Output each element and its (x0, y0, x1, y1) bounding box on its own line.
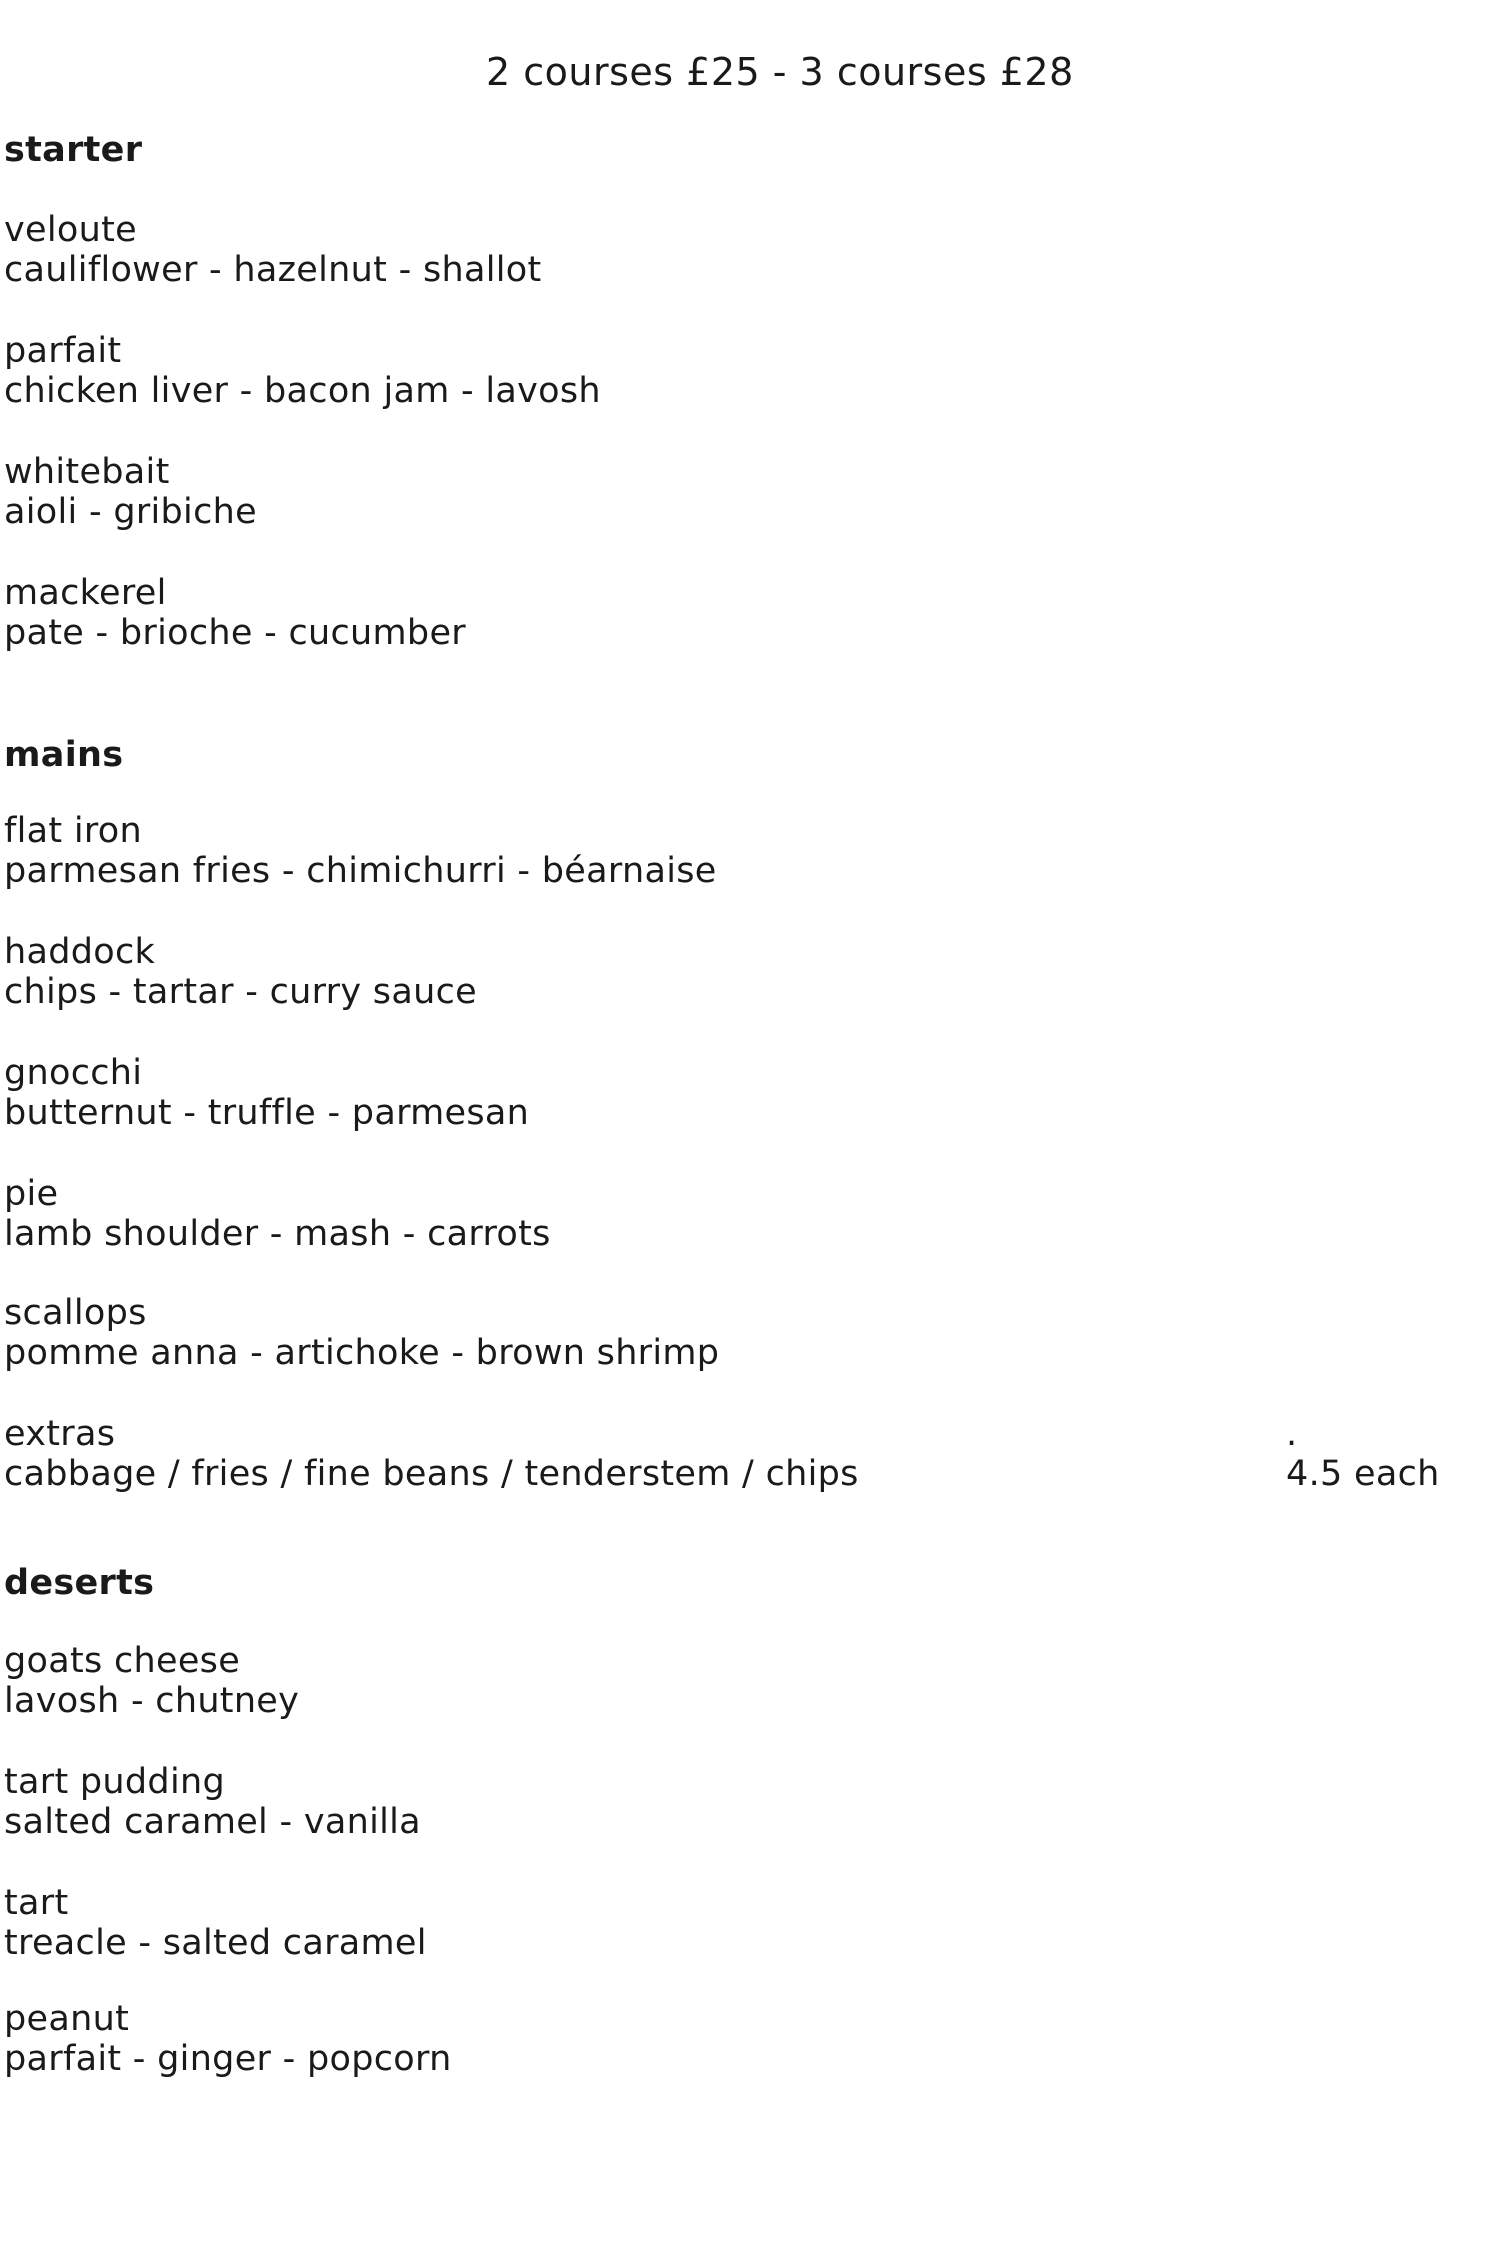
dish-name: pie (4, 1174, 59, 1214)
dish-name: tart pudding (4, 1762, 225, 1802)
menu-item-goats-cheese (4, 1641, 299, 1721)
dish-description: cabbage / fries / fine beans / tenderstem / chips (4, 1454, 859, 1494)
menu-item-peanut (4, 1999, 452, 2079)
menu-item-flat-iron (4, 811, 717, 891)
dish-description: lamb shoulder - mash - carrots (4, 1214, 551, 1254)
menu-item-tart-pudding (4, 1762, 421, 1842)
dish-description: salted caramel - vanilla (4, 1802, 421, 1842)
dish-description: aioli - gribiche (4, 492, 257, 532)
extras-price-dot: . (1286, 1414, 1298, 1454)
dish-name: goats cheese (4, 1641, 241, 1681)
menu-item-scallops (4, 1293, 719, 1373)
menu-item-pie (4, 1174, 551, 1254)
menu-item-parfait (4, 331, 601, 411)
dish-name: mackerel (4, 573, 167, 613)
dish-description: chicken liver - bacon jam - lavosh (4, 371, 601, 411)
dish-name: parfait (4, 331, 122, 371)
menu-item-mackerel (4, 573, 466, 653)
section-title-mains: mains (4, 735, 124, 775)
dish-description: chips - tartar - curry sauce (4, 972, 477, 1012)
pricing-header: 2 courses £25 - 3 courses £28 (486, 50, 1074, 94)
menu-item-extras (4, 1414, 859, 1494)
dish-name: gnocchi (4, 1053, 143, 1093)
section-title-starter: starter (4, 130, 143, 170)
dish-name: haddock (4, 932, 156, 972)
dish-description: pate - brioche - cucumber (4, 613, 466, 653)
menu-item-haddock (4, 932, 477, 1012)
dish-description: butternut - truffle - parmesan (4, 1093, 530, 1133)
dish-description: cauliflower - hazelnut - shallot (4, 250, 542, 290)
dish-name: extras (4, 1414, 116, 1454)
dish-name: veloute (4, 210, 137, 250)
dish-name: peanut (4, 1999, 130, 2039)
menu-item-whitebait (4, 452, 257, 532)
extras-price-value: 4.5 each (1286, 1454, 1440, 1494)
dish-description: treacle - salted caramel (4, 1923, 427, 1963)
dish-name: whitebait (4, 452, 170, 492)
dish-name: flat iron (4, 811, 142, 851)
menu-item-veloute (4, 210, 542, 290)
section-title-deserts: deserts (4, 1563, 155, 1603)
dish-description: lavosh - chutney (4, 1681, 300, 1721)
menu-item-tart (4, 1883, 427, 1963)
menu-item-gnocchi (4, 1053, 529, 1133)
dish-description: parfait - ginger - popcorn (4, 2039, 452, 2079)
dish-description: parmesan fries - chimichurri - béarnaise (4, 851, 717, 891)
dish-name: scallops (4, 1293, 147, 1333)
extras-price (1286, 1414, 1440, 1494)
dish-name: tart (4, 1883, 69, 1923)
dish-description: pomme anna - artichoke - brown shrimp (4, 1333, 720, 1373)
